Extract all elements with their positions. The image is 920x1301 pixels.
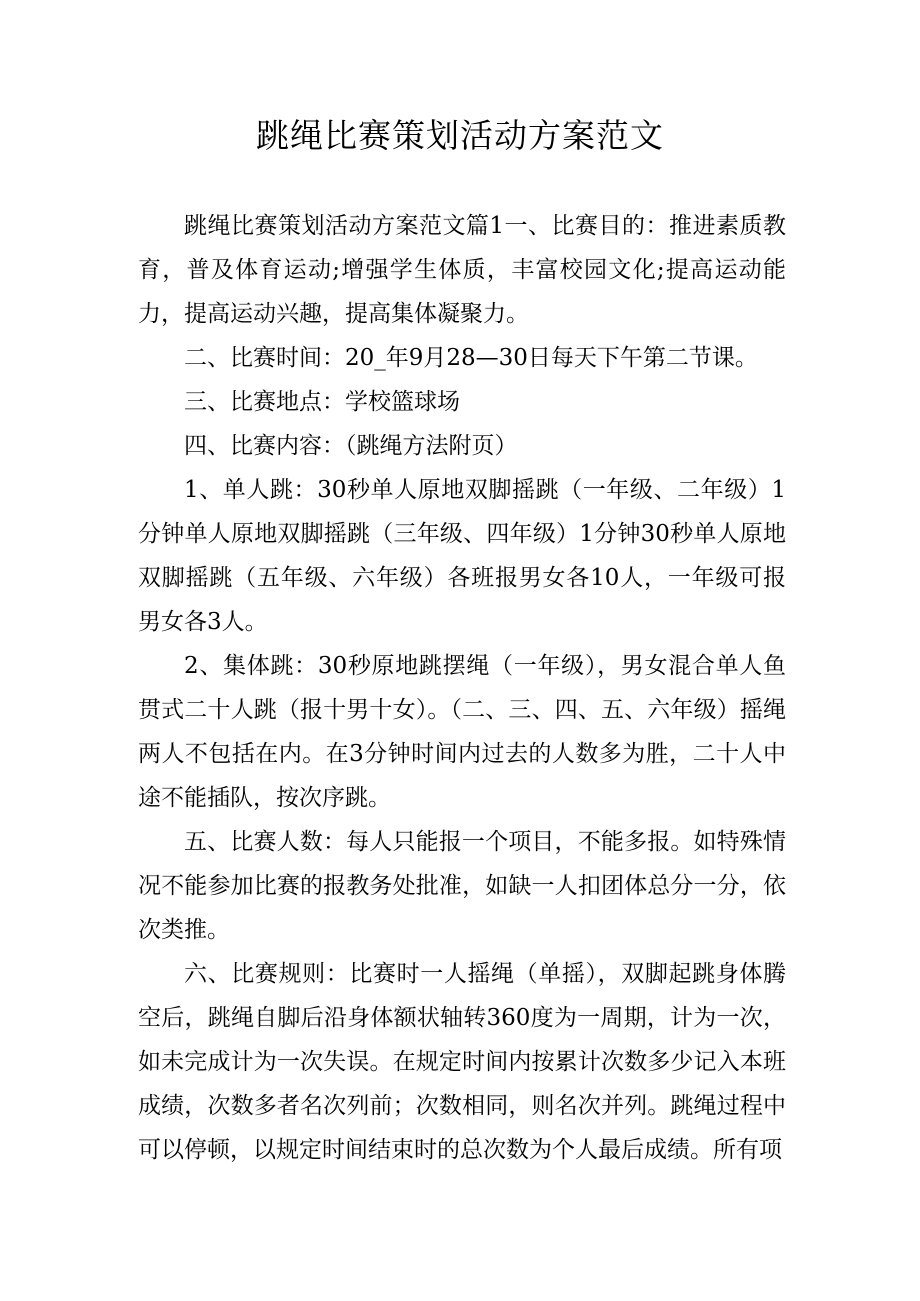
paragraph-group-jump: 2、集体跳：30秒原地跳摆绳（一年级），男女混合单人鱼贯式二十人跳（报十男十女）。（二、三、四、五、六年级）摇绳两人不包括在内。在3分钟时间内过去的人数多为胜，二十人中途不能插队，按次序跳。 bbox=[138, 653, 786, 811]
paragraph-single-jump: 1、单人跳：30秒单人原地双脚摇跳（一年级、二年级）1分钟单人原地双脚摇跳（三年级、四年级）1分钟30秒单人原地双脚摇跳（五年级、六年级）各班报男女各10人，一年级可报男女各3人。 bbox=[138, 477, 786, 635]
paragraph-participants: 五、比赛人数：每人只能报一个项目，不能多报。如特殊情况不能参加比赛的报教务处批准，如缺一人扣团体总分一分，依次类推。 bbox=[138, 829, 786, 943]
document-title: 跳绳比赛策划活动方案范文 bbox=[256, 116, 664, 155]
paragraph-time: 二、比赛时间：20_年9月28—30日每天下午第二节课。 bbox=[184, 345, 758, 371]
document-body bbox=[138, 204, 786, 1172]
paragraph-rules: 六、比赛规则：比赛时一人摇绳（单摇），双脚起跳身体腾空后，跳绳自脚后沿身体额状轴转360度为一周期，计为一次，如未完成计为一次失误。在规定时间内按累计次数多少记入本班成绩，次数多者名次列前；次数相同，则名次并列。跳绳过程中可以停顿，以规定时间结束时的总次数为个人最后成绩。所有项 bbox=[138, 961, 786, 1163]
paragraph-content: 四、比赛内容：（跳绳方法附页） bbox=[184, 433, 518, 459]
paragraph-location: 三、比赛地点：学校篮球场 bbox=[184, 389, 460, 415]
paragraph-purpose: 跳绳比赛策划活动方案范文篇1一、比赛目的：推进素质教育，普及体育运动;增强学生体质，丰富校园文化;提高运动能力，提高运动兴趣，提高集体凝聚力。 bbox=[138, 213, 786, 327]
